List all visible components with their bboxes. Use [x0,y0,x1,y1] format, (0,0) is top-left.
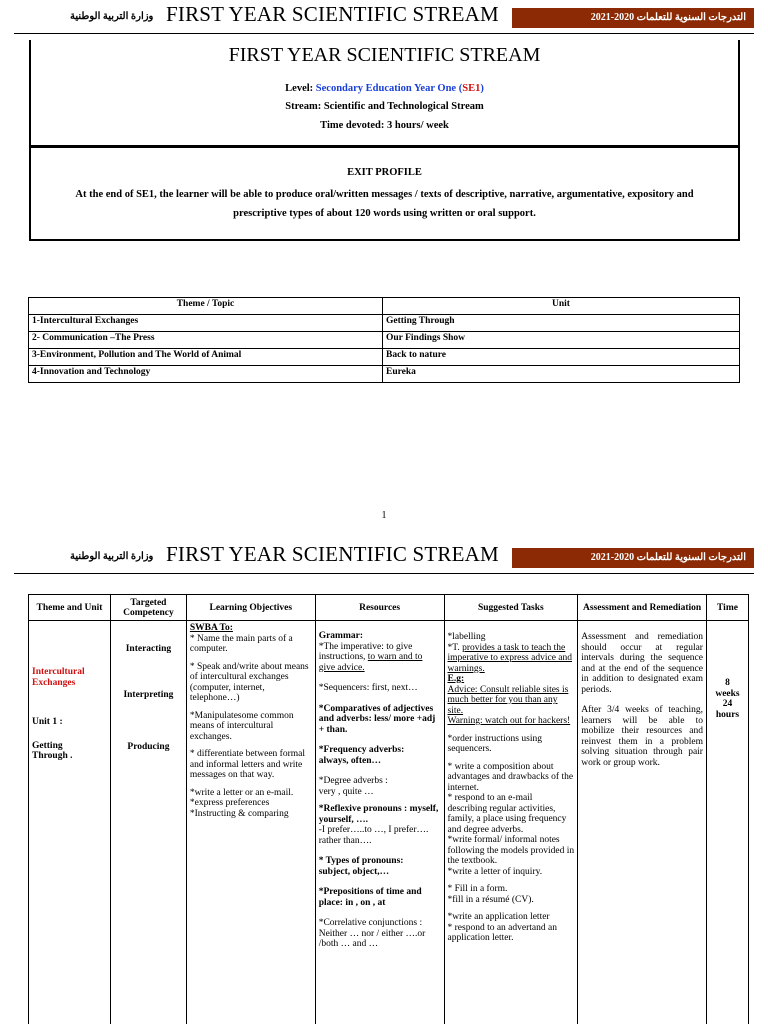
swba-label: SWBA To: [189,623,233,633]
page-header [14,540,754,574]
unit-label: Unit 1 : [32,717,63,727]
exit-profile-text: At the end of SE1, the learner will be able to produce oral/written messages / texts of descriptive, narrative, argumentative, expository and prescriptive types of about 120 words using written or oral support. [75,189,694,219]
level-line: Level: Secondary Education Year One (SE1) [285,83,484,94]
task-item: *T. provides a task to teach the imperative to express advice and warnings. [447,642,573,674]
column-header: Assessment and Remediation [578,595,707,621]
hours-label: hours [715,709,740,720]
competency-cell [110,621,186,1024]
theme-unit-cell [29,621,111,1024]
exit-profile-title: EXIT PROFILE [347,167,422,178]
time-devoted-line: Time devoted: 3 hours/ week [320,120,449,131]
page-header [14,0,754,34]
weeks-number: 8 [725,678,730,688]
column-header: Time [706,595,748,621]
table-row [29,349,740,366]
assessment-paragraph: After 3/4 weeks of teaching, learners will be able to mobilize their resources and reinvest them in a problem solving situation through pair work or group work. [581,705,703,768]
task-item: *order instructions using sequencers. [447,733,542,754]
objective-item: *Instructing & comparing [189,808,289,819]
progression-banner: التدرجات السنوية للتعلمات 2020-2021 [512,548,754,568]
ministry-label: وزارة التربية الوطنية [70,551,154,562]
competency-interpreting: Interpreting [123,689,174,700]
task-item: * respond to an advertand an application letter. [447,922,557,943]
task-item: * write a composition about advantages and drawbacks of the internet. [447,761,574,793]
competency-interacting: Interacting [125,644,172,654]
table-row [29,332,740,349]
resource-correlative: *Correlative conjunctions : [318,918,423,928]
page-2 [0,540,768,1024]
competency-producing: Producing [127,742,170,752]
weeks-label: weeks [715,688,740,699]
hours-number: 24 [722,699,733,709]
objective-item: *express preferences [189,798,270,808]
task-item: *write a letter of inquiry. [447,866,543,877]
resource-reflexive: *Reflexive pronouns : myself, yourself, …. [318,804,439,825]
theme-cell: 4-Innovation and Technology [29,366,383,383]
theme-cell: 3-Environment, Pollution and The World of Animal [29,349,383,366]
unit-cell: Our Findings Show [383,332,740,349]
table-header-row [29,595,749,621]
assessment-paragraph: Assessment and remediation should occur at regular intervals during the sequence and at the end of the sequence in addition to designated exam periods. [581,632,703,695]
column-header: Suggested Tasks [444,595,578,621]
level-code: SE1 [462,83,481,94]
resources-cell [315,621,444,1024]
column-header: Targeted Competency [110,595,186,621]
task-warning: Warning: watch out for hackers! [447,716,571,726]
resource-comparatives: *Comparatives of adjectives and adverbs: less/ more +adj + than. [318,703,436,735]
column-header: Unit [383,298,740,315]
table-row [29,621,749,1024]
table-row [29,315,740,332]
page-title: FIRST YEAR SCIENTIFIC STREAM [228,44,541,66]
resource-frequency-examples: always, often… [318,755,381,766]
assessment-cell [578,621,707,1024]
exit-profile-box [29,146,740,241]
themes-table [28,297,740,383]
task-item: *labelling [447,632,486,642]
resource-types: * Types of pronouns: [318,856,404,866]
resource-imperative: *The imperative: to give instructions, to warn and to give advice. [318,641,423,673]
task-item: *fill in a résumé (CV). [447,894,534,905]
progression-banner: التدرجات السنوية للتعلمات 2020-2021 [512,8,754,28]
resource-frequency: *Frequency adverbs: [318,745,405,755]
column-header: Resources [315,595,444,621]
time-cell [706,621,748,1024]
task-item: * respond to an e-mail describing regular activities, family, a place using frequency and degree adverbs. [447,793,567,835]
level-info-box [29,40,740,146]
task-item: *write formal/ informal notes following the models provided in the textbook. [447,835,575,866]
page-number: 1 [381,510,387,521]
resource-correlative-examples: Neither … nor / either ….or /both … and … [318,928,426,949]
objective-item: * Speak and/write about means of intercultural exchanges (computer, internet, telephone…) [189,661,309,703]
objectives-cell [186,621,315,1024]
header-title: FIRST YEAR SCIENTIFIC STREAM [166,2,499,26]
task-item: * Fill in a form. [447,884,508,894]
task-advice: Advice: Consult reliable sites is much better for you than any site. [447,684,569,716]
stream-line: Stream: Scientific and Technological Stream [285,101,484,112]
header-title: FIRST YEAR SCIENTIFIC STREAM [166,542,499,566]
unit-cell: Getting Through [383,315,740,332]
unit-cell: Eureka [383,366,740,383]
column-header: Theme and Unit [29,595,111,621]
column-header: Theme / Topic [29,298,383,315]
ministry-label: وزارة التربية الوطنية [70,11,154,22]
tasks-cell [444,621,578,1024]
theme-cell: 1-Intercultural Exchanges [29,315,383,332]
level-value: Secondary Education Year One [315,83,457,94]
objective-item: *Manipulatesome common means of intercultural exchanges. [189,710,294,742]
objective-item: * differentiate between formal and informal letters and write messages on that way. [189,749,305,780]
column-header: Learning Objectives [186,595,315,621]
resource-degree: *Degree adverbs : [318,776,388,786]
task-item: *write an application letter [447,912,550,922]
table-header-row [29,298,740,315]
theme-name: Intercultural Exchanges [32,667,85,688]
objective-item: *write a letter or an e-mail. [189,787,294,798]
unit-name: Getting Through . [32,740,73,761]
objective-item: * Name the main parts of a computer. [189,633,293,654]
resource-prefer: -I prefer…..to …, I prefer…. rather than…. [318,825,429,846]
theme-cell: 2- Communication –The Press [29,332,383,349]
resource-prepositions: *Prepositions of time and place: in , on , at [318,887,422,908]
resource-sequencers: *Sequencers: first, next… [318,683,418,693]
yearly-plan-table [28,594,749,1024]
resource-types-examples: subject, object,… [318,866,390,877]
grammar-label: Grammar: [318,631,364,641]
table-row [29,366,740,383]
resource-degree-examples: very , quite … [318,786,374,797]
example-label: E.g: [447,674,465,684]
unit-cell: Back to nature [383,349,740,366]
